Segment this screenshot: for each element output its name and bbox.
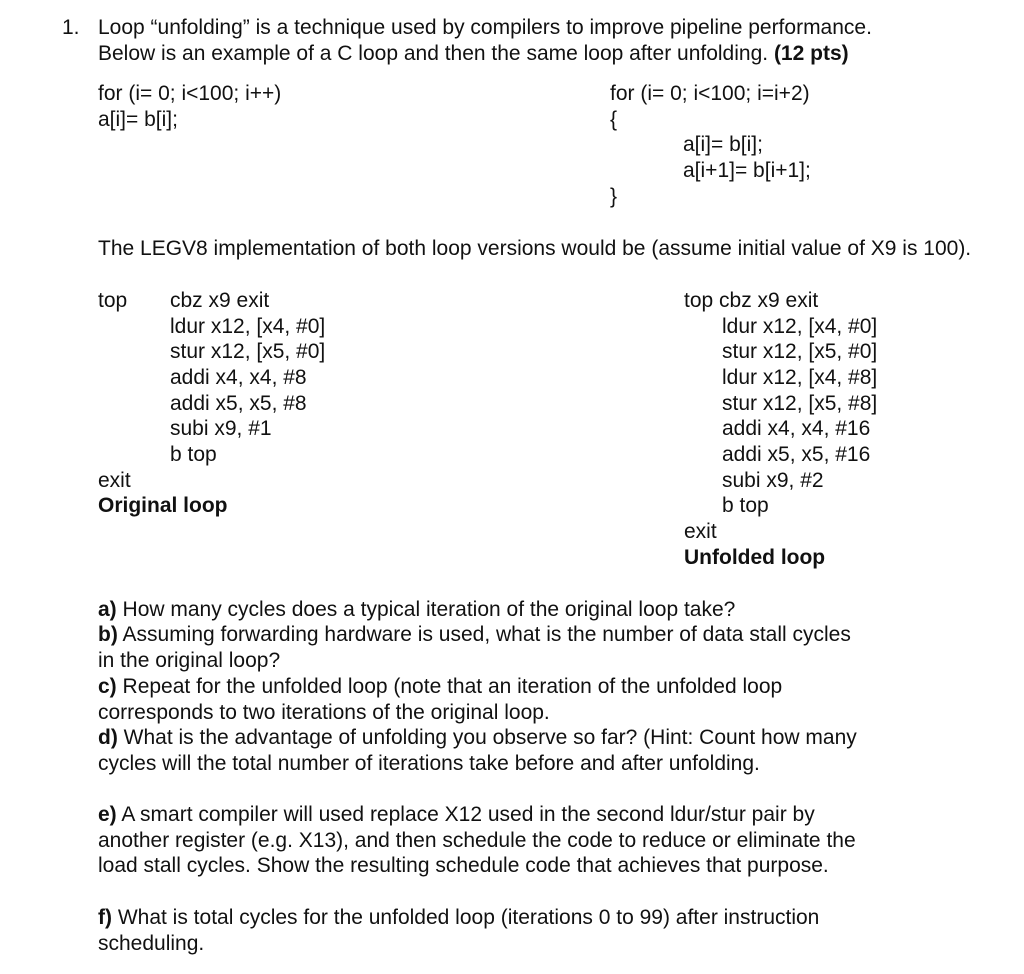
asm-original-instruction: subi x9, #1 <box>170 417 272 440</box>
c-unfolded-body-line: a[i]= b[i]; <box>683 133 763 156</box>
asm-original-exit-label: exit <box>98 469 131 492</box>
question-number: 1. <box>62 16 80 39</box>
subquestion-text: How many cycles does a typical iteration of the original loop take? <box>116 598 736 621</box>
subquestion-d <box>98 725 873 776</box>
asm-original-instruction: addi x5, x5, #8 <box>170 392 307 415</box>
c-unfolded-open-brace: { <box>610 108 618 131</box>
asm-original-instruction: ldur x12, [x4, #0] <box>170 315 326 338</box>
asm-original-instruction: addi x4, x4, #8 <box>170 366 307 389</box>
asm-original-instruction: stur x12, [x5, #0] <box>170 340 326 363</box>
asm-unfolded-instruction: stur x12, [x5, #8] <box>722 392 878 415</box>
asm-unfolded-instruction: stur x12, [x5, #0] <box>722 340 878 363</box>
subquestion-text: What is the advantage of unfolding you observe so far? (Hint: Count how many cycles will the total number of iterations take before and after unfolding. <box>98 726 857 775</box>
c-unfolded-header: for (i= 0; i<100; i=i+2) <box>610 82 810 105</box>
original-loop-caption: Original loop <box>98 494 228 517</box>
subquestion-text: Assuming forwarding hardware is used, what is the number of data stall cycles in the original loop? <box>98 623 851 672</box>
asm-unfolded-instruction: addi x4, x4, #16 <box>722 417 871 440</box>
asm-original-instruction: cbz x9 exit <box>170 289 270 312</box>
c-unfolded-close-brace: } <box>610 185 618 208</box>
question-points: (12 pts) <box>773 42 849 65</box>
subquestion-label: f) <box>98 906 112 929</box>
asm-unfolded-instruction: ldur x12, [x4, #0] <box>722 315 878 338</box>
asm-unfolded-instruction: subi x9, #2 <box>722 469 824 492</box>
c-original-line: a[i]= b[i]; <box>98 108 178 131</box>
asm-unfolded-exit-label: exit <box>684 520 717 543</box>
unfolded-loop-caption: Unfolded loop <box>684 546 826 569</box>
asm-unfolded-instruction: ldur x12, [x4, #8] <box>722 366 878 389</box>
subquestion-label: b) <box>98 623 118 646</box>
subquestion-label: e) <box>98 803 117 826</box>
subquestion-label: c) <box>98 675 117 698</box>
subquestion-label: a) <box>98 598 117 621</box>
c-unfolded-body-line: a[i+1]= b[i+1]; <box>683 159 811 182</box>
question-intro-text: Below is an example of a C loop and then the same loop after unfolding. <box>98 42 774 65</box>
subquestion-text: What is total cycles for the unfolded loop (iterations 0 to 99) after instruction scheduling. <box>98 906 820 955</box>
question-intro-line1: Loop “unfolding” is a technique used by compilers to improve pipeline performance. <box>98 16 872 39</box>
asm-unfolded-instruction: addi x5, x5, #16 <box>722 443 871 466</box>
c-original-line: for (i= 0; i<100; i++) <box>98 82 282 105</box>
question-intro-line2 <box>98 41 849 67</box>
subquestion-c <box>98 674 858 725</box>
subquestion-text: A smart compiler will used replace X12 used in the second ldur/stur pair by another register (e.g. X13), and then schedule the code to reduce or eliminate the load stall cycles. Show the resulting schedule code that achieves that purpose. <box>98 803 856 878</box>
subquestion-b <box>98 622 853 673</box>
asm-unfolded-top-line: top cbz x9 exit <box>684 289 819 312</box>
asm-original-instruction: b top <box>170 443 217 466</box>
legv8-intro: The LEGV8 implementation of both loop versions would be (assume initial value of X9 is 100). <box>98 237 972 260</box>
asm-original-top-label: top <box>98 289 128 312</box>
subquestion-label: d) <box>98 726 118 749</box>
subquestion-a <box>98 597 978 623</box>
subquestion-text: Repeat for the unfolded loop (note that an iteration of the unfolded loop corresponds to two iterations of the original loop. <box>98 675 783 724</box>
subquestion-f <box>98 905 893 956</box>
subquestion-e <box>98 802 858 879</box>
asm-unfolded-instruction: b top <box>722 494 769 517</box>
